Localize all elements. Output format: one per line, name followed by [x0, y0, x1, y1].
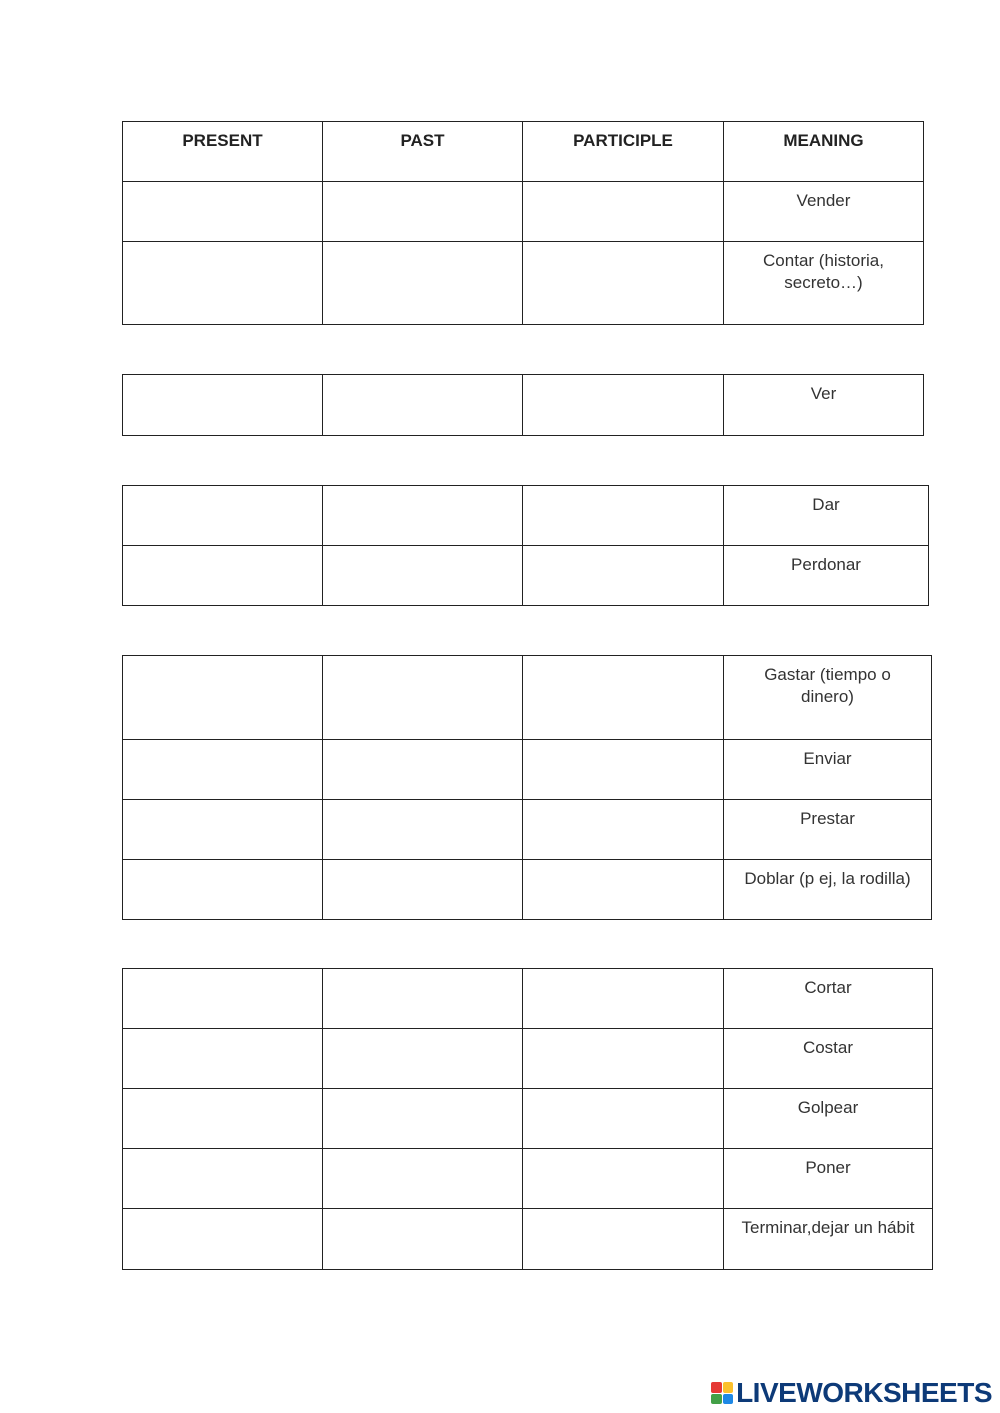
- present-answer-cell[interactable]: [123, 969, 323, 1029]
- meaning-cell: Cortar: [724, 969, 933, 1029]
- participle-answer-cell[interactable]: [523, 486, 724, 546]
- logo-square-yellow: [723, 1382, 734, 1393]
- verb-table-4: [122, 655, 932, 920]
- verb-table-3: [122, 485, 929, 606]
- participle-answer-cell[interactable]: [523, 1209, 724, 1270]
- meaning-cell: Doblar (p ej, la rodilla): [724, 860, 932, 920]
- past-answer-cell[interactable]: [323, 740, 523, 800]
- present-answer-cell[interactable]: [123, 800, 323, 860]
- present-answer-cell[interactable]: [123, 1149, 323, 1209]
- logo-text: LIVEWORKSHEETS: [736, 1377, 992, 1408]
- present-answer-cell[interactable]: [123, 486, 323, 546]
- header-participle: PARTICIPLE: [523, 122, 724, 182]
- logo-square-blue: [723, 1394, 734, 1405]
- participle-answer-cell[interactable]: [523, 242, 724, 325]
- meaning-cell: Vender: [724, 182, 924, 242]
- past-answer-cell[interactable]: [323, 1029, 523, 1089]
- past-answer-cell[interactable]: [323, 656, 523, 740]
- meaning-cell: Perdonar: [724, 546, 929, 606]
- present-answer-cell[interactable]: [123, 656, 323, 740]
- participle-answer-cell[interactable]: [523, 1029, 724, 1089]
- present-answer-cell[interactable]: [123, 546, 323, 606]
- present-answer-cell[interactable]: [123, 1209, 323, 1270]
- past-answer-cell[interactable]: [323, 860, 523, 920]
- meaning-cell: Terminar,dejar un hábit: [724, 1209, 933, 1270]
- logo-square-green: [711, 1394, 722, 1405]
- header-row: [123, 122, 924, 182]
- present-answer-cell[interactable]: [123, 740, 323, 800]
- meaning-cell: Gastar (tiempo o dinero): [724, 656, 932, 740]
- participle-answer-cell[interactable]: [523, 182, 724, 242]
- present-answer-cell[interactable]: [123, 1029, 323, 1089]
- past-answer-cell[interactable]: [323, 242, 523, 325]
- past-answer-cell[interactable]: [323, 1089, 523, 1149]
- meaning-cell: Contar (historia, secreto…): [724, 242, 924, 325]
- participle-answer-cell[interactable]: [523, 800, 724, 860]
- participle-answer-cell[interactable]: [523, 546, 724, 606]
- present-answer-cell[interactable]: [123, 1089, 323, 1149]
- table-row: [123, 800, 932, 860]
- table-row: [123, 740, 932, 800]
- table-row: [123, 1089, 933, 1149]
- present-answer-cell[interactable]: [123, 860, 323, 920]
- table-row: [123, 486, 929, 546]
- participle-answer-cell[interactable]: [523, 656, 724, 740]
- past-answer-cell[interactable]: [323, 1149, 523, 1209]
- meaning-cell: Costar: [724, 1029, 933, 1089]
- present-answer-cell[interactable]: [123, 375, 323, 436]
- header-present: PRESENT: [123, 122, 323, 182]
- participle-answer-cell[interactable]: [523, 1089, 724, 1149]
- liveworksheets-logo: [711, 1377, 992, 1409]
- participle-answer-cell[interactable]: [523, 1149, 724, 1209]
- participle-answer-cell[interactable]: [523, 740, 724, 800]
- logo-square-red: [711, 1382, 722, 1393]
- liveworksheets-logo-icon: [711, 1382, 733, 1404]
- meaning-cell: Dar: [724, 486, 929, 546]
- verb-table-2: [122, 374, 924, 436]
- past-answer-cell[interactable]: [323, 486, 523, 546]
- table-row: [123, 375, 924, 436]
- table-row: [123, 242, 924, 325]
- table-row: [123, 546, 929, 606]
- past-answer-cell[interactable]: [323, 182, 523, 242]
- meaning-cell: Golpear: [724, 1089, 933, 1149]
- meaning-cell: Prestar: [724, 800, 932, 860]
- table-row: [123, 969, 933, 1029]
- verb-table-1: [122, 121, 924, 325]
- meaning-cell: Enviar: [724, 740, 932, 800]
- past-answer-cell[interactable]: [323, 546, 523, 606]
- present-answer-cell[interactable]: [123, 182, 323, 242]
- past-answer-cell[interactable]: [323, 800, 523, 860]
- table-row: [123, 1029, 933, 1089]
- table-row: [123, 1149, 933, 1209]
- participle-answer-cell[interactable]: [523, 860, 724, 920]
- past-answer-cell[interactable]: [323, 375, 523, 436]
- table-row: [123, 860, 932, 920]
- meaning-cell: Poner: [724, 1149, 933, 1209]
- participle-answer-cell[interactable]: [523, 969, 724, 1029]
- present-answer-cell[interactable]: [123, 242, 323, 325]
- past-answer-cell[interactable]: [323, 969, 523, 1029]
- past-answer-cell[interactable]: [323, 1209, 523, 1270]
- header-past: PAST: [323, 122, 523, 182]
- table-row: [123, 656, 932, 740]
- meaning-cell: Ver: [724, 375, 924, 436]
- participle-answer-cell[interactable]: [523, 375, 724, 436]
- verb-table-5: [122, 968, 933, 1270]
- header-meaning: MEANING: [724, 122, 924, 182]
- table-row: [123, 1209, 933, 1270]
- table-row: [123, 182, 924, 242]
